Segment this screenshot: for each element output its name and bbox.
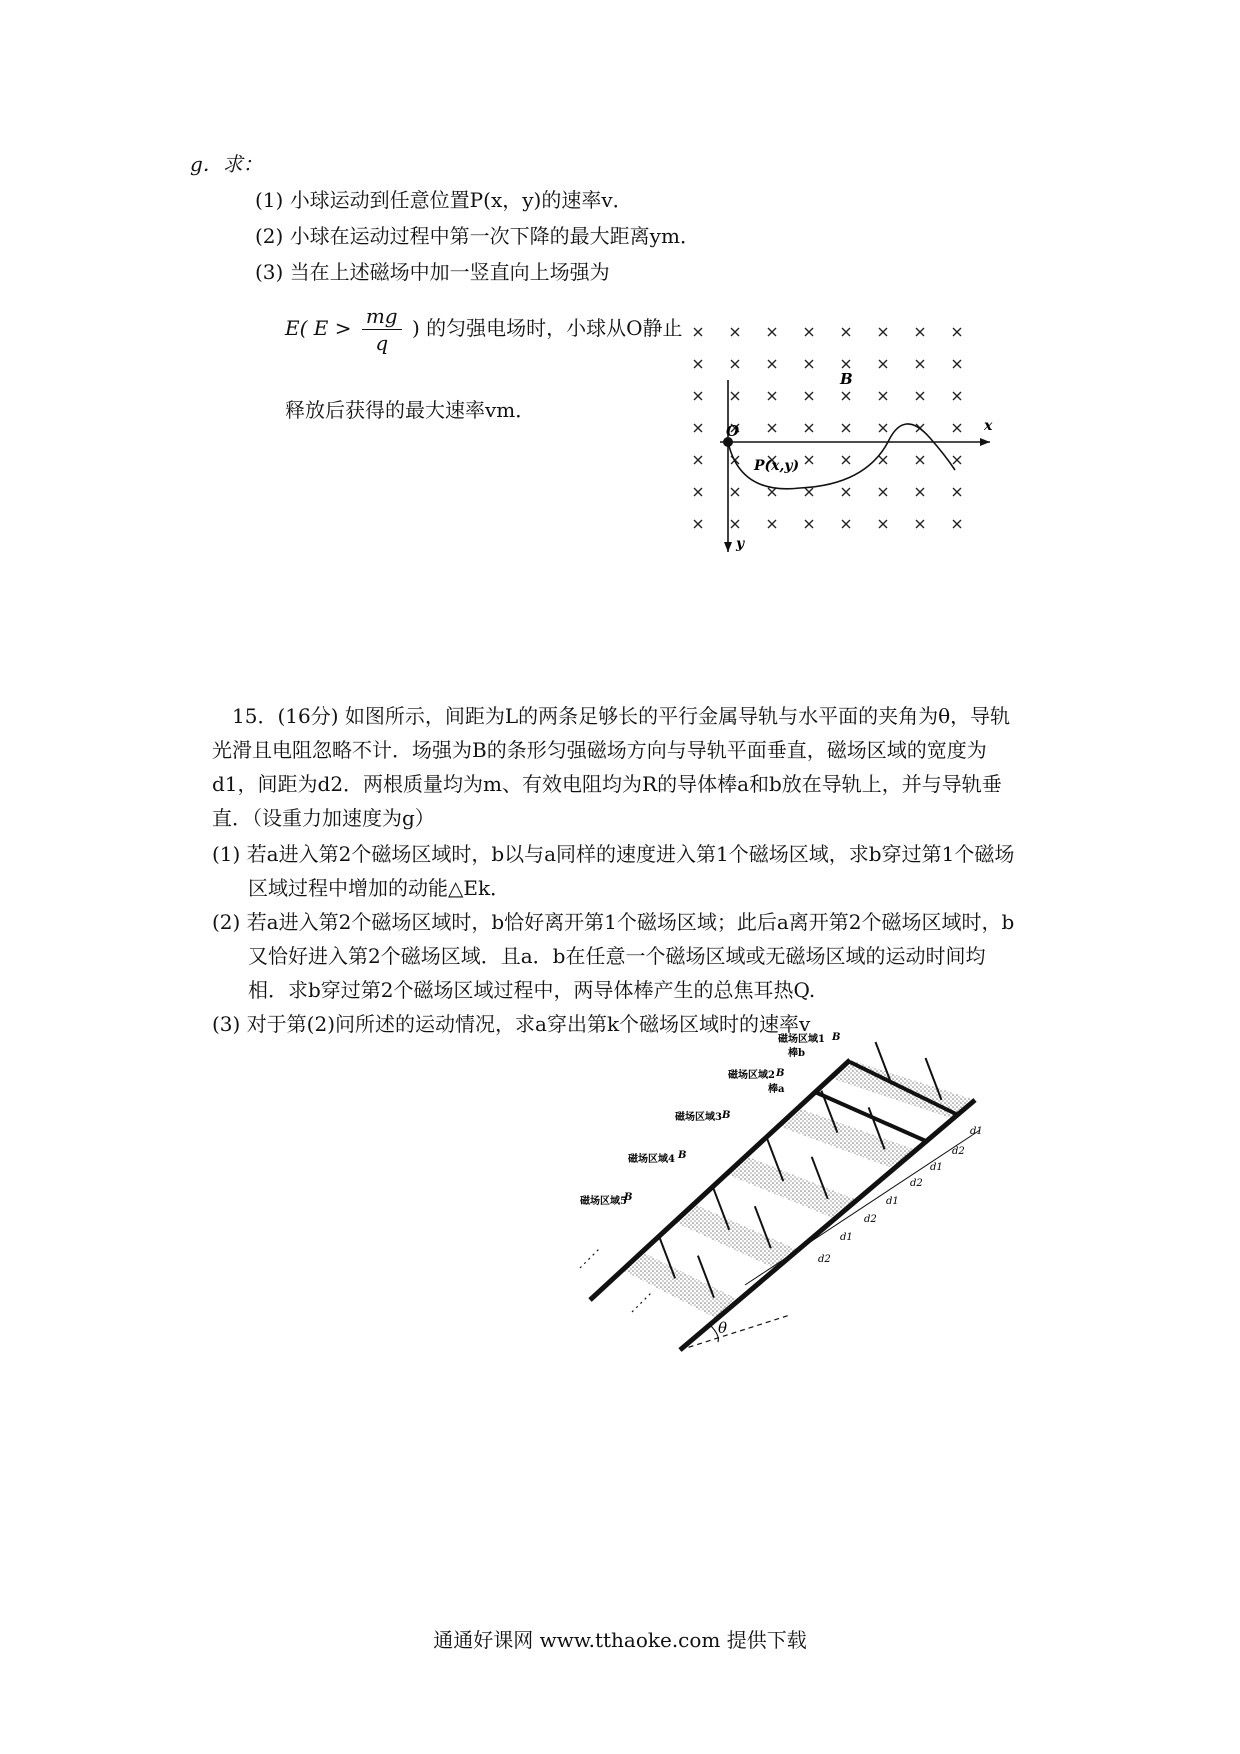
svg-text:磁场区域2: 磁场区域2 [728,1070,775,1081]
field-cross [694,488,702,496]
svg-text:磁场区域1: 磁场区域1 [778,1034,825,1045]
field-cross [953,392,961,400]
field-cross [805,392,813,400]
field-cross [953,488,961,496]
field-cross [731,520,739,528]
svg-text:磁场区域3: 磁场区域3 [675,1112,722,1123]
field-cross [842,424,850,432]
svg-text:B: B [722,1110,731,1121]
magnetic-zone [623,1252,740,1319]
q14-lead: g．求： [190,152,263,176]
field-cross [879,360,887,368]
q14-part3-formula [285,302,683,356]
field-cross [916,392,924,400]
svg-text:磁场区域4: 磁场区域4 [628,1154,675,1165]
field-cross [805,360,813,368]
field-cross [916,488,924,496]
field-cross [694,392,702,400]
magnetic-field-figure [690,320,1010,560]
magnetic-zone [727,1156,858,1219]
q14-part2: (2) 小球在运动过程中第一次下降的最大距离ym． [255,224,700,248]
q15-sub1-line1: (1) 若a进入第2个磁场区域时，b以与a同样的速度进入第1个磁场区域，求b穿过第1个磁场 [212,842,1015,866]
dots-left-2 [632,1292,652,1312]
field-cross [842,488,850,496]
q15-sub3: (3) 对于第(2)问所述的运动情况，求a穿出第k个磁场区域时的速率v [212,1012,811,1036]
svg-text:棒a: 棒a [768,1084,785,1095]
q15-para-1: 15．(16分) 如图所示，间距为L的两条足够长的平行金属导轨与水平面的夹角为θ，导轨 [232,704,1011,728]
field-cross [953,360,961,368]
field-cross [694,328,702,336]
field-cross [879,392,887,400]
field-cross [805,488,813,496]
field-cross [842,520,850,528]
field-cross [916,360,924,368]
y-axis-label: y [736,536,745,552]
svg-text:d1: d1 [970,1126,983,1137]
page-footer: 通通好课网 www.tthaoke.com 提供下载 [433,1628,807,1652]
left-rail [590,1060,850,1300]
fraction-mg-over-q [362,303,402,356]
q14-part3: (3) 当在上述磁场中加一竖直向上场强为 [255,260,610,284]
field-cross [731,328,739,336]
formula-suffix: ) 的匀强电场时，小球从O静止 [411,316,683,340]
q14-part1: (1) 小球运动到任意位置P(x，y)的速率v． [255,188,633,212]
magnetic-zone [779,1108,917,1169]
svg-text:棒b: 棒b [788,1048,805,1059]
q15-para-2: 光滑且电阻忽略不计．场强为B的条形匀强磁场方向与导轨平面垂直，磁场区域的宽度为 [212,738,987,762]
field-cross [879,488,887,496]
x-axis-arrow [980,438,990,446]
field-cross [953,328,961,336]
q15-sub2-line2: 又恰好进入第2个磁场区域．且a．b在任意一个磁场区域或无磁场区域的运动时间均 [248,944,986,968]
field-cross [694,360,702,368]
svg-text:d2: d2 [818,1254,831,1265]
field-cross [916,456,924,464]
svg-text:d2: d2 [910,1178,923,1189]
rails-figure [560,1030,1000,1370]
field-cross [879,424,887,432]
q15-para-4: 直．（设重力加速度为g） [212,806,435,830]
field-cross [842,392,850,400]
field-label: B [840,370,853,388]
field-cross [916,520,924,528]
q15-para-3: d1，间距为d2．两根质量均为m、有效电阻均为R的导体棒a和b放在导轨上，并与导轨垂 [212,772,1002,796]
trajectory-curve [728,424,955,489]
q15-sub2-line3: 相．求b穿过第2个磁场区域过程中，两导体棒产生的总焦耳热Q. [248,978,816,1002]
field-cross [842,456,850,464]
field-cross [768,360,776,368]
field-cross [694,520,702,528]
y-axis-arrow [724,542,732,552]
field-cross [768,328,776,336]
field-cross [805,328,813,336]
field-cross [768,392,776,400]
svg-text:d1: d1 [886,1196,899,1207]
field-cross [953,424,961,432]
field-cross [842,360,850,368]
theta-label: θ [718,1319,728,1337]
q15-sub1-line2: 区域过程中增加的动能△Ek． [248,876,511,900]
x-axis-label: x [984,418,993,434]
svg-text:B: B [678,1150,687,1161]
magnetic-zone [675,1204,799,1269]
svg-text:B: B [776,1068,785,1079]
field-cross [805,456,813,464]
svg-text:d1: d1 [840,1232,853,1243]
svg-text:磁场区域5: 磁场区域5 [580,1196,627,1207]
svg-text:B: B [624,1192,633,1203]
q14-part3-end: 释放后获得的最大速率vm． [285,398,536,422]
field-cross [731,488,739,496]
fraction-numerator: mg [362,303,402,330]
origin-label: O [726,422,740,440]
field-cross [805,520,813,528]
field-cross [879,456,887,464]
field-cross [805,424,813,432]
svg-text:d1: d1 [930,1162,943,1173]
field-cross [879,328,887,336]
field-cross [694,456,702,464]
fraction-denominator: q [375,331,389,355]
point-label: P(x,y) [754,458,800,474]
field-cross [768,488,776,496]
field-cross [768,424,776,432]
formula-prefix: E( E > [285,316,352,340]
dots-left [580,1248,600,1268]
field-cross [731,360,739,368]
field-cross [953,520,961,528]
svg-text:d2: d2 [952,1146,965,1157]
field-cross [879,520,887,528]
field-cross [842,328,850,336]
field-cross [768,520,776,528]
field-cross [694,424,702,432]
svg-text:B: B [832,1032,841,1043]
q15-sub2-line1: (2) 若a进入第2个磁场区域时，b恰好离开第1个磁场区域；此后a离开第2个磁场区域时，b [212,910,1015,934]
field-cross [953,456,961,464]
svg-text:d2: d2 [864,1214,877,1225]
field-cross [731,392,739,400]
field-cross [916,328,924,336]
horizontal-dashed [680,1315,790,1350]
